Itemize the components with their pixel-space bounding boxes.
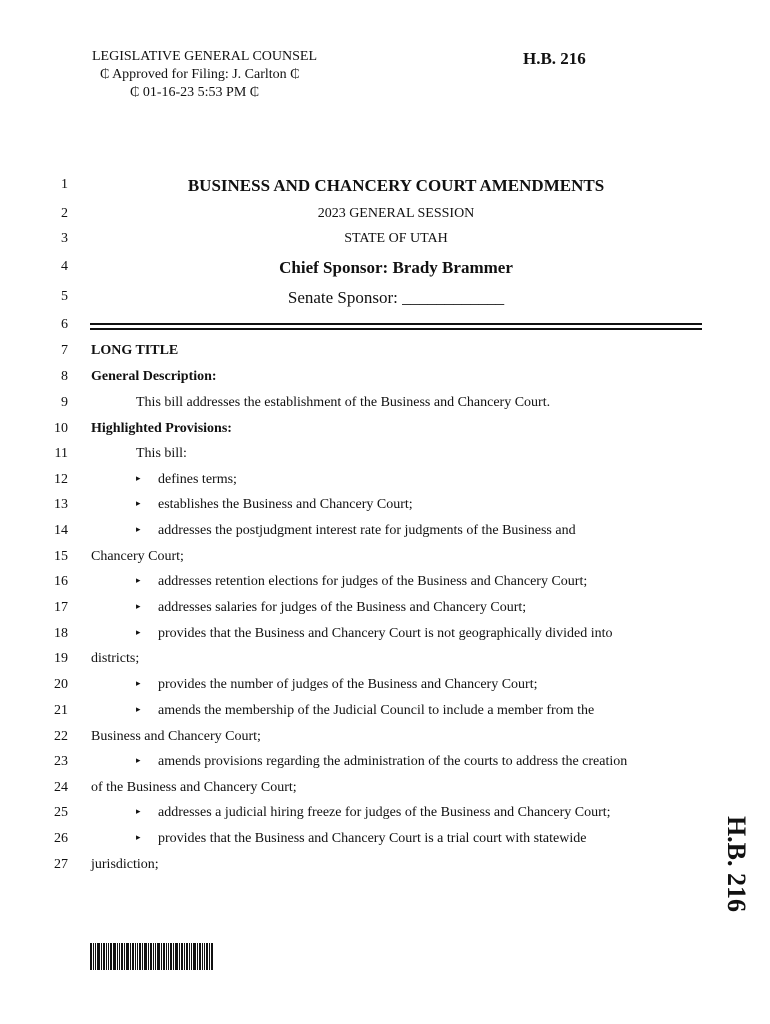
line-number: 21 xyxy=(54,703,68,718)
provision-item xyxy=(136,703,594,719)
line-number: 11 xyxy=(54,446,68,461)
provision-item xyxy=(136,831,586,847)
provision-text: amends provisions regarding the administration of the courts to address the creation xyxy=(158,754,628,769)
line-number: 19 xyxy=(54,651,68,666)
bill-title: BUSINESS AND CHANCERY COURT AMENDMENTS xyxy=(187,176,605,195)
provision-continuation: Chancery Court; xyxy=(91,549,184,564)
provision-continuation: districts; xyxy=(91,651,140,666)
bullet-icon: ▸ xyxy=(136,678,141,688)
divider-rule xyxy=(90,323,702,325)
senate-sponsor: Senate Sponsor: ____________ xyxy=(287,288,505,307)
line-number: 1 xyxy=(61,177,68,192)
line-number: 23 xyxy=(54,754,68,769)
line-number: 10 xyxy=(54,421,68,436)
provision-text: addresses salaries for judges of the Business and Chancery Court; xyxy=(158,600,527,615)
line-number: 25 xyxy=(54,805,68,820)
bullet-icon: ▸ xyxy=(136,627,141,637)
line-number: 7 xyxy=(61,343,68,358)
timestamp-stamp: ₵ 01-16-23 5:53 PM ₵ xyxy=(130,85,260,100)
bullet-icon: ▸ xyxy=(136,575,141,585)
provision-text: defines terms; xyxy=(158,472,237,487)
provision-item xyxy=(136,805,611,821)
line-number: 26 xyxy=(54,831,68,846)
line-number: 20 xyxy=(54,677,68,692)
line-number: 13 xyxy=(54,497,68,512)
office-label: LEGISLATIVE GENERAL COUNSEL xyxy=(92,49,318,64)
state-label: STATE OF UTAH xyxy=(344,231,448,246)
provision-item xyxy=(136,600,526,616)
line-number: 17 xyxy=(54,600,68,615)
barcode-icon xyxy=(90,943,214,970)
line-number: 27 xyxy=(54,857,68,872)
chief-sponsor: Chief Sponsor: Brady Brammer xyxy=(279,258,513,277)
provision-continuation: jurisdiction; xyxy=(91,857,159,872)
line-number: 2 xyxy=(61,206,68,221)
provision-text: provides the number of judges of the Business and Chancery Court; xyxy=(158,677,538,692)
bullet-icon: ▸ xyxy=(136,498,141,508)
line-number: 5 xyxy=(61,289,68,304)
line-number: 15 xyxy=(54,549,68,564)
provision-item xyxy=(136,677,537,693)
session-label: 2023 GENERAL SESSION xyxy=(317,206,475,221)
line-number: 12 xyxy=(54,472,68,487)
long-title-heading: LONG TITLE xyxy=(91,343,179,358)
provision-continuation: of the Business and Chancery Court; xyxy=(91,780,297,795)
bullet-icon: ▸ xyxy=(136,806,141,816)
line-number: 16 xyxy=(54,574,68,589)
line-number: 6 xyxy=(61,317,68,332)
line-number: 8 xyxy=(61,369,68,384)
line-number: 3 xyxy=(61,231,68,246)
provision-text: establishes the Business and Chancery Court; xyxy=(158,497,413,512)
bill-number: H.B. 216 xyxy=(523,49,586,68)
bullet-icon: ▸ xyxy=(136,755,141,765)
side-bill-label: H.B. 216 xyxy=(722,815,751,913)
line-number: 18 xyxy=(54,626,68,641)
provision-item xyxy=(136,497,413,513)
provision-item xyxy=(136,574,587,590)
bullet-icon: ▸ xyxy=(136,601,141,611)
provision-continuation: Business and Chancery Court; xyxy=(91,729,261,744)
bullet-icon: ▸ xyxy=(136,524,141,534)
provision-item xyxy=(136,754,627,770)
general-description-text: This bill addresses the establishment of the Business and Chancery Court. xyxy=(136,395,551,410)
bullet-icon: ▸ xyxy=(136,704,141,714)
provision-text: amends the membership of the Judicial Council to include a member from the xyxy=(158,703,595,718)
provision-item xyxy=(136,523,576,539)
provision-text: addresses a judicial hiring freeze for judges of the Business and Chancery Court; xyxy=(158,805,611,820)
line-number: 22 xyxy=(54,729,68,744)
line-number: 24 xyxy=(54,780,68,795)
provision-item xyxy=(136,626,613,642)
this-bill-text: This bill: xyxy=(136,446,187,461)
provision-text: addresses the postjudgment interest rate for judgments of the Business and xyxy=(158,523,576,538)
general-description-heading: General Description: xyxy=(91,369,217,384)
line-number: 9 xyxy=(61,395,68,410)
provision-item xyxy=(136,472,237,488)
provision-text: addresses retention elections for judges of the Business and Chancery Court; xyxy=(158,574,588,589)
line-number: 14 xyxy=(54,523,68,538)
highlighted-provisions-heading: Highlighted Provisions: xyxy=(91,421,232,436)
bullet-icon: ▸ xyxy=(136,832,141,842)
approval-stamp: ₵ Approved for Filing: J. Carlton ₵ xyxy=(100,67,300,82)
divider-rule xyxy=(90,328,702,330)
bullet-icon: ▸ xyxy=(136,473,141,483)
line-number: 4 xyxy=(61,259,68,274)
provision-text: provides that the Business and Chancery Court is a trial court with statewide xyxy=(158,831,587,846)
provision-text: provides that the Business and Chancery Court is not geographically divided into xyxy=(158,626,613,641)
